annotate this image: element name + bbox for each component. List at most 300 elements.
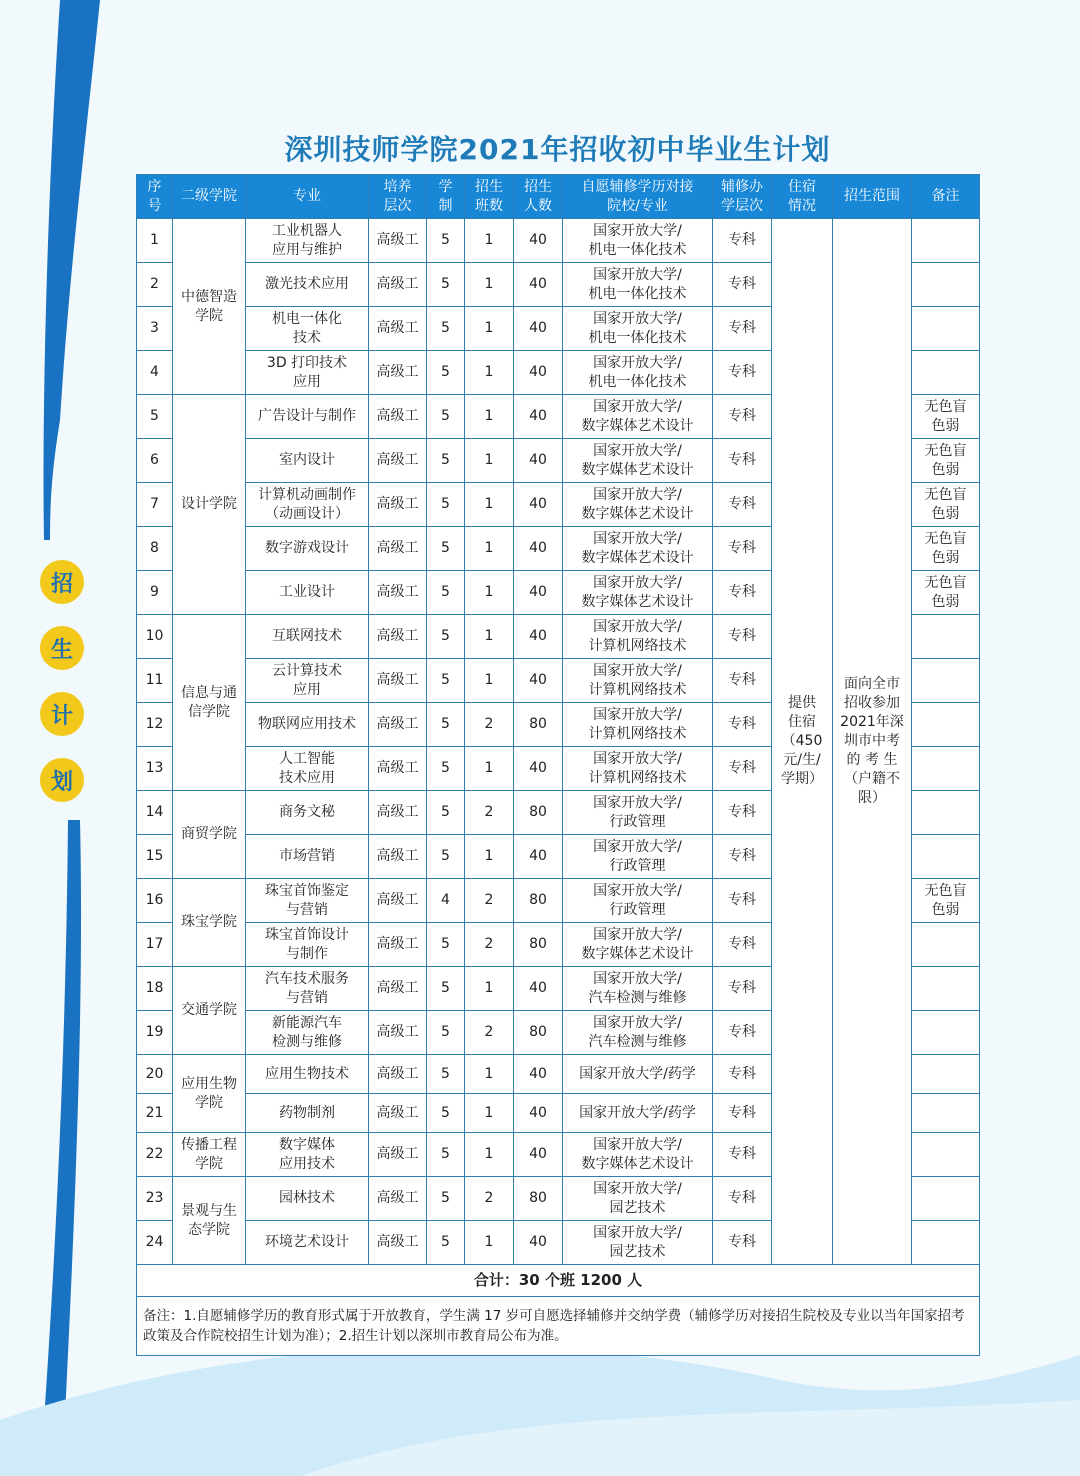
- college-line: 态学院: [188, 1221, 230, 1238]
- cell-minor: 专科: [713, 1177, 772, 1221]
- header-scope: [833, 175, 912, 219]
- major-line: 计算机动画制作: [258, 486, 356, 503]
- cell-no: 1: [137, 219, 173, 263]
- cell-minor: 专科: [713, 307, 772, 351]
- header-major-line: 专业: [293, 188, 321, 204]
- major-line: 应用: [293, 373, 321, 390]
- header-classes: [465, 175, 514, 219]
- table-header-row: [137, 175, 980, 219]
- remark-line: 无色盲: [924, 398, 967, 415]
- cell-years: 4: [427, 879, 465, 923]
- cell-remark: [912, 571, 980, 615]
- cell-partner: [563, 307, 713, 351]
- cell-no: 14: [137, 791, 173, 835]
- college-line: 传播工程: [181, 1136, 237, 1153]
- scope-line: （户籍不: [844, 771, 900, 787]
- cell-college: [173, 615, 246, 791]
- partner-line: 数字媒体艺术设计: [581, 505, 694, 522]
- cell-major: [246, 351, 369, 395]
- cell-major: [246, 395, 369, 439]
- header-classes-line: 招生: [475, 178, 503, 195]
- partner-line: 国家开放大学/: [593, 1014, 682, 1031]
- cell-major: [246, 439, 369, 483]
- cell-people: 40: [514, 395, 563, 439]
- cell-remark: [912, 439, 980, 483]
- partner-line: 国家开放大学/: [593, 838, 682, 855]
- cell-years: 5: [427, 219, 465, 263]
- housing-line: 提供: [788, 695, 816, 711]
- header-remark-line: 备注: [931, 188, 960, 204]
- major-line: 人工智能: [279, 750, 335, 767]
- total-row: [137, 1265, 980, 1297]
- header-no: [137, 175, 173, 219]
- remark-line: 色弱: [931, 417, 960, 434]
- cell-partner: [563, 1177, 713, 1221]
- cell-years: 5: [427, 439, 465, 483]
- partner-line: 国家开放大学/: [593, 486, 682, 503]
- side-badge: 生: [40, 626, 84, 670]
- cell-people: 40: [514, 615, 563, 659]
- cell-major: [246, 1094, 369, 1133]
- partner-line: 国家开放大学/药学: [579, 1065, 696, 1082]
- side-badge: 招: [40, 560, 84, 604]
- partner-line: 数字媒体艺术设计: [581, 549, 694, 566]
- cell-partner: [563, 219, 713, 263]
- table-row: [137, 219, 980, 263]
- total-cell: 合计：30 个班 1200 人: [137, 1265, 980, 1297]
- scope-line: 圳市中考: [844, 733, 900, 749]
- cell-level: 高级工: [369, 527, 427, 571]
- cell-level: 高级工: [369, 395, 427, 439]
- cell-years: 5: [427, 527, 465, 571]
- cell-years: 5: [427, 747, 465, 791]
- header-partner: [563, 175, 713, 219]
- cell-remark: [912, 395, 980, 439]
- header-housing: [772, 175, 833, 219]
- cell-partner: [563, 835, 713, 879]
- partner-line: 行政管理: [609, 857, 666, 874]
- partner-line: 国家开放大学/: [593, 794, 682, 811]
- cell-years: 5: [427, 483, 465, 527]
- cell-classes: 1: [465, 747, 514, 791]
- cell-college: [173, 791, 246, 879]
- cell-level: 高级工: [369, 1055, 427, 1094]
- college-line: 商贸学院: [181, 826, 237, 842]
- partner-line: 国家开放大学/: [593, 662, 682, 679]
- cell-classes: 1: [465, 307, 514, 351]
- header-classes-line: 班数: [475, 197, 503, 214]
- remark-line: 色弱: [931, 901, 960, 918]
- cell-major: [246, 1133, 369, 1177]
- major-line: （动画设计）: [265, 505, 349, 522]
- cell-major: [246, 615, 369, 659]
- cell-college: [173, 879, 246, 967]
- cell-partner: [563, 483, 713, 527]
- cell-minor: 专科: [713, 703, 772, 747]
- cell-no: 16: [137, 879, 173, 923]
- cell-no: 6: [137, 439, 173, 483]
- cell-major: [246, 1177, 369, 1221]
- header-minor: [713, 175, 772, 219]
- partner-line: 国家开放大学/: [593, 222, 682, 239]
- cell-minor: 专科: [713, 263, 772, 307]
- cell-minor: 专科: [713, 835, 772, 879]
- cell-major: [246, 1055, 369, 1094]
- cell-remark: [912, 1133, 980, 1177]
- remark-line: 无色盲: [924, 574, 967, 591]
- partner-line: 计算机网络技术: [588, 769, 687, 786]
- partner-line: 园艺技术: [609, 1199, 666, 1216]
- cell-minor: 专科: [713, 395, 772, 439]
- cell-partner: [563, 747, 713, 791]
- cell-years: 5: [427, 351, 465, 395]
- college-line: 应用生物: [181, 1075, 237, 1092]
- cell-people: 40: [514, 1133, 563, 1177]
- major-line: 应用技术: [279, 1155, 335, 1172]
- cell-classes: 2: [465, 703, 514, 747]
- cell-no: 18: [137, 967, 173, 1011]
- cell-people: 80: [514, 703, 563, 747]
- cell-classes: 1: [465, 1094, 514, 1133]
- cell-years: 5: [427, 1055, 465, 1094]
- header-college: [173, 175, 246, 219]
- cell-remark: [912, 263, 980, 307]
- cell-partner: [563, 791, 713, 835]
- cell-no: 2: [137, 263, 173, 307]
- cell-level: 高级工: [369, 1177, 427, 1221]
- cell-no: 7: [137, 483, 173, 527]
- cell-people: 40: [514, 219, 563, 263]
- cell-years: 5: [427, 1177, 465, 1221]
- cell-level: 高级工: [369, 1011, 427, 1055]
- cell-classes: 1: [465, 571, 514, 615]
- cell-classes: 1: [465, 527, 514, 571]
- cell-college: [173, 219, 246, 395]
- cell-people: 80: [514, 1011, 563, 1055]
- major-line: 检测与维修: [272, 1033, 342, 1050]
- cell-major: [246, 527, 369, 571]
- header-level: [369, 175, 427, 219]
- cell-major: [246, 879, 369, 923]
- remark-line: 无色盲: [924, 882, 967, 899]
- major-line: 应用生物技术: [265, 1065, 349, 1082]
- header-level-line: 培养: [383, 178, 412, 195]
- cell-level: 高级工: [369, 571, 427, 615]
- major-line: 与制作: [286, 945, 328, 962]
- header-people: [514, 175, 563, 219]
- partner-line: 机电一体化技术: [588, 373, 687, 390]
- cell-minor: 专科: [713, 571, 772, 615]
- major-line: 药物制剂: [279, 1104, 335, 1121]
- cell-people: 40: [514, 967, 563, 1011]
- cell-classes: 2: [465, 1177, 514, 1221]
- cell-level: 高级工: [369, 967, 427, 1011]
- partner-line: 行政管理: [609, 901, 666, 918]
- cell-level: 高级工: [369, 923, 427, 967]
- cell-level: 高级工: [369, 1094, 427, 1133]
- cell-level: 高级工: [369, 659, 427, 703]
- cell-remark: [912, 307, 980, 351]
- major-line: 物联网应用技术: [258, 716, 356, 732]
- college-line: 珠宝学院: [181, 914, 237, 930]
- cell-people: 40: [514, 1094, 563, 1133]
- partner-line: 国家开放大学/: [593, 926, 682, 943]
- partner-line: 国家开放大学/: [593, 970, 682, 987]
- header-partner-line: 自愿辅修学历对接: [581, 178, 694, 195]
- header-minor-line: 辅修办: [721, 178, 763, 195]
- cell-years: 5: [427, 791, 465, 835]
- cell-no: 4: [137, 351, 173, 395]
- housing-line: 学期）: [781, 771, 823, 787]
- partner-line: 国家开放大学/: [593, 266, 682, 283]
- cell-minor: 专科: [713, 615, 772, 659]
- cell-remark: [912, 703, 980, 747]
- remark-line: 色弱: [931, 593, 960, 610]
- cell-level: 高级工: [369, 439, 427, 483]
- cell-remark: [912, 1011, 980, 1055]
- cell-classes: 1: [465, 615, 514, 659]
- cell-no: 23: [137, 1177, 173, 1221]
- cell-people: 40: [514, 307, 563, 351]
- partner-line: 数字媒体艺术设计: [581, 945, 694, 962]
- cell-classes: 1: [465, 351, 514, 395]
- cell-people: 40: [514, 483, 563, 527]
- header-minor-line: 学层次: [721, 197, 763, 214]
- cell-people: 40: [514, 527, 563, 571]
- cell-people: 40: [514, 571, 563, 615]
- partner-line: 计算机网络技术: [588, 637, 687, 654]
- cell-partner: [563, 923, 713, 967]
- cell-classes: 1: [465, 483, 514, 527]
- cell-classes: 2: [465, 923, 514, 967]
- note-cell: 备注：1.自愿辅修学历的教育形式属于开放教育，学生满 17 岁可自愿选择辅修并交纳学费（辅修学历对接招生院校及专业以当年国家招考政策及合作院校招生计划为准）；2.招生计划以深圳市教育局公布为准。: [137, 1297, 980, 1356]
- major-line: 市场营销: [279, 848, 335, 864]
- partner-line: 机电一体化技术: [588, 329, 687, 346]
- blue-swoosh-bottom: [40, 820, 81, 1476]
- cell-people: 40: [514, 835, 563, 879]
- header-remark: [912, 175, 980, 219]
- side-badge: 计: [40, 692, 84, 736]
- cell-major: [246, 747, 369, 791]
- major-line: 3D 打印技术: [266, 354, 348, 371]
- cell-classes: 1: [465, 967, 514, 1011]
- cell-years: 5: [427, 835, 465, 879]
- cell-people: 80: [514, 879, 563, 923]
- housing-line: （450: [781, 733, 823, 749]
- cell-level: 高级工: [369, 747, 427, 791]
- cell-level: 高级工: [369, 1221, 427, 1265]
- cell-minor: 专科: [713, 351, 772, 395]
- note-row: [137, 1297, 980, 1356]
- cell-remark: [912, 615, 980, 659]
- blue-swoosh-top: [44, 0, 100, 540]
- cell-level: 高级工: [369, 791, 427, 835]
- cell-major: [246, 923, 369, 967]
- cell-minor: 专科: [713, 483, 772, 527]
- cell-college: [173, 395, 246, 615]
- cell-college: [173, 1177, 246, 1265]
- partner-line: 国家开放大学/: [593, 574, 682, 591]
- college-line: 学院: [195, 1155, 223, 1172]
- cell-remark: [912, 791, 980, 835]
- cell-level: 高级工: [369, 615, 427, 659]
- cell-years: 5: [427, 703, 465, 747]
- cell-remark: [912, 747, 980, 791]
- cell-classes: 1: [465, 1221, 514, 1265]
- partner-line: 数字媒体艺术设计: [581, 417, 694, 434]
- cell-major: [246, 263, 369, 307]
- partner-line: 机电一体化技术: [588, 241, 687, 258]
- cell-partner: [563, 879, 713, 923]
- cell-people: 40: [514, 263, 563, 307]
- header-housing-line: 情况: [788, 197, 816, 214]
- cell-partner: [563, 351, 713, 395]
- major-line: 珠宝首饰鉴定: [265, 882, 349, 899]
- cell-minor: 专科: [713, 1221, 772, 1265]
- major-line: 工业设计: [279, 584, 335, 600]
- major-line: 珠宝首饰设计: [265, 926, 349, 943]
- side-badges: [40, 560, 90, 824]
- major-line: 互联网技术: [272, 628, 342, 644]
- cell-remark: [912, 1094, 980, 1133]
- cell-partner: [563, 439, 713, 483]
- header-college-line: 二级学院: [181, 188, 237, 204]
- cell-classes: 1: [465, 439, 514, 483]
- major-line: 新能源汽车: [272, 1014, 342, 1031]
- cell-minor: 专科: [713, 967, 772, 1011]
- cell-classes: 1: [465, 263, 514, 307]
- partner-line: 国家开放大学/: [593, 750, 682, 767]
- major-line: 与营销: [286, 989, 328, 1006]
- cell-college: [173, 1133, 246, 1177]
- cell-remark: [912, 659, 980, 703]
- scope-line: 面向全市: [844, 676, 900, 692]
- partner-line: 国家开放大学/: [593, 530, 682, 547]
- cell-partner: [563, 615, 713, 659]
- header-partner-line: 院校/专业: [607, 197, 668, 214]
- college-line: 设计学院: [181, 496, 237, 512]
- cell-years: 5: [427, 395, 465, 439]
- cell-years: 5: [427, 1133, 465, 1177]
- header-level-line: 层次: [383, 197, 412, 214]
- cell-major: [246, 835, 369, 879]
- cell-years: 5: [427, 923, 465, 967]
- remark-line: 无色盲: [924, 530, 967, 547]
- header-years: [427, 175, 465, 219]
- cell-no: 19: [137, 1011, 173, 1055]
- college-line: 信学院: [188, 703, 230, 720]
- cell-minor: 专科: [713, 439, 772, 483]
- cell-level: 高级工: [369, 307, 427, 351]
- partner-line: 国家开放大学/: [593, 706, 682, 723]
- cell-remark: [912, 1177, 980, 1221]
- cell-remark: [912, 219, 980, 263]
- major-line: 环境艺术设计: [265, 1234, 349, 1250]
- major-line: 数字游戏设计: [265, 540, 349, 556]
- cell-level: 高级工: [369, 1133, 427, 1177]
- cell-years: 5: [427, 263, 465, 307]
- cell-partner: [563, 1094, 713, 1133]
- cell-years: 5: [427, 659, 465, 703]
- remark-line: 无色盲: [924, 442, 967, 459]
- cell-remark: [912, 483, 980, 527]
- partner-line: 行政管理: [609, 813, 666, 830]
- major-line: 技术应用: [279, 769, 335, 786]
- cell-remark: [912, 879, 980, 923]
- cell-housing: [772, 219, 833, 1265]
- partner-line: 国家开放大学/: [593, 442, 682, 459]
- header-no-line: 号: [147, 197, 162, 214]
- cell-classes: 2: [465, 791, 514, 835]
- major-line: 广告设计与制作: [258, 408, 356, 424]
- cell-no: 8: [137, 527, 173, 571]
- major-line: 激光技术应用: [265, 276, 349, 292]
- cell-major: [246, 703, 369, 747]
- header-people-line: 人数: [524, 197, 552, 214]
- partner-line: 国家开放大学/: [593, 354, 682, 371]
- scope-line: 限）: [858, 790, 886, 806]
- partner-line: 国家开放大学/: [593, 882, 682, 899]
- scope-line: 的 考 生: [846, 752, 898, 768]
- cell-partner: [563, 527, 713, 571]
- cell-minor: 专科: [713, 747, 772, 791]
- cell-remark: [912, 527, 980, 571]
- partner-line: 国家开放大学/: [593, 618, 682, 635]
- remark-line: 色弱: [931, 461, 960, 478]
- cell-years: 5: [427, 571, 465, 615]
- partner-line: 国家开放大学/: [593, 1224, 682, 1241]
- partner-line: 国家开放大学/: [593, 398, 682, 415]
- partner-line: 汽车检测与维修: [588, 1033, 687, 1050]
- cell-remark: [912, 351, 980, 395]
- cell-minor: 专科: [713, 923, 772, 967]
- cell-people: 40: [514, 439, 563, 483]
- partner-line: 计算机网络技术: [588, 681, 687, 698]
- partner-line: 园艺技术: [609, 1243, 666, 1260]
- cell-minor: 专科: [713, 527, 772, 571]
- cell-people: 80: [514, 791, 563, 835]
- major-line: 云计算技术: [272, 662, 342, 679]
- cell-people: 40: [514, 659, 563, 703]
- cell-major: [246, 571, 369, 615]
- cell-college: [173, 1055, 246, 1133]
- partner-line: 国家开放大学/: [593, 1136, 682, 1153]
- housing-line: 住宿: [788, 714, 816, 730]
- partner-line: 国家开放大学/: [593, 1180, 682, 1197]
- cell-people: 40: [514, 1221, 563, 1265]
- cell-classes: 1: [465, 835, 514, 879]
- college-line: 中德智造: [181, 288, 237, 305]
- remark-line: 色弱: [931, 549, 960, 566]
- major-line: 应用与维护: [272, 241, 342, 258]
- cell-classes: 1: [465, 1133, 514, 1177]
- cell-level: 高级工: [369, 219, 427, 263]
- cell-no: 10: [137, 615, 173, 659]
- cell-no: 22: [137, 1133, 173, 1177]
- housing-line: 元/生/: [783, 752, 821, 768]
- cell-scope: [833, 219, 912, 1265]
- cell-no: 11: [137, 659, 173, 703]
- scope-line: 2021年深: [840, 714, 904, 730]
- enrollment-plan-table: [136, 174, 980, 1356]
- cell-minor: 专科: [713, 1011, 772, 1055]
- cell-partner: [563, 1011, 713, 1055]
- side-badge: 划: [40, 758, 84, 802]
- cell-partner: [563, 1133, 713, 1177]
- header-housing-line: 住宿: [788, 178, 816, 195]
- cell-minor: 专科: [713, 1055, 772, 1094]
- cell-people: 80: [514, 923, 563, 967]
